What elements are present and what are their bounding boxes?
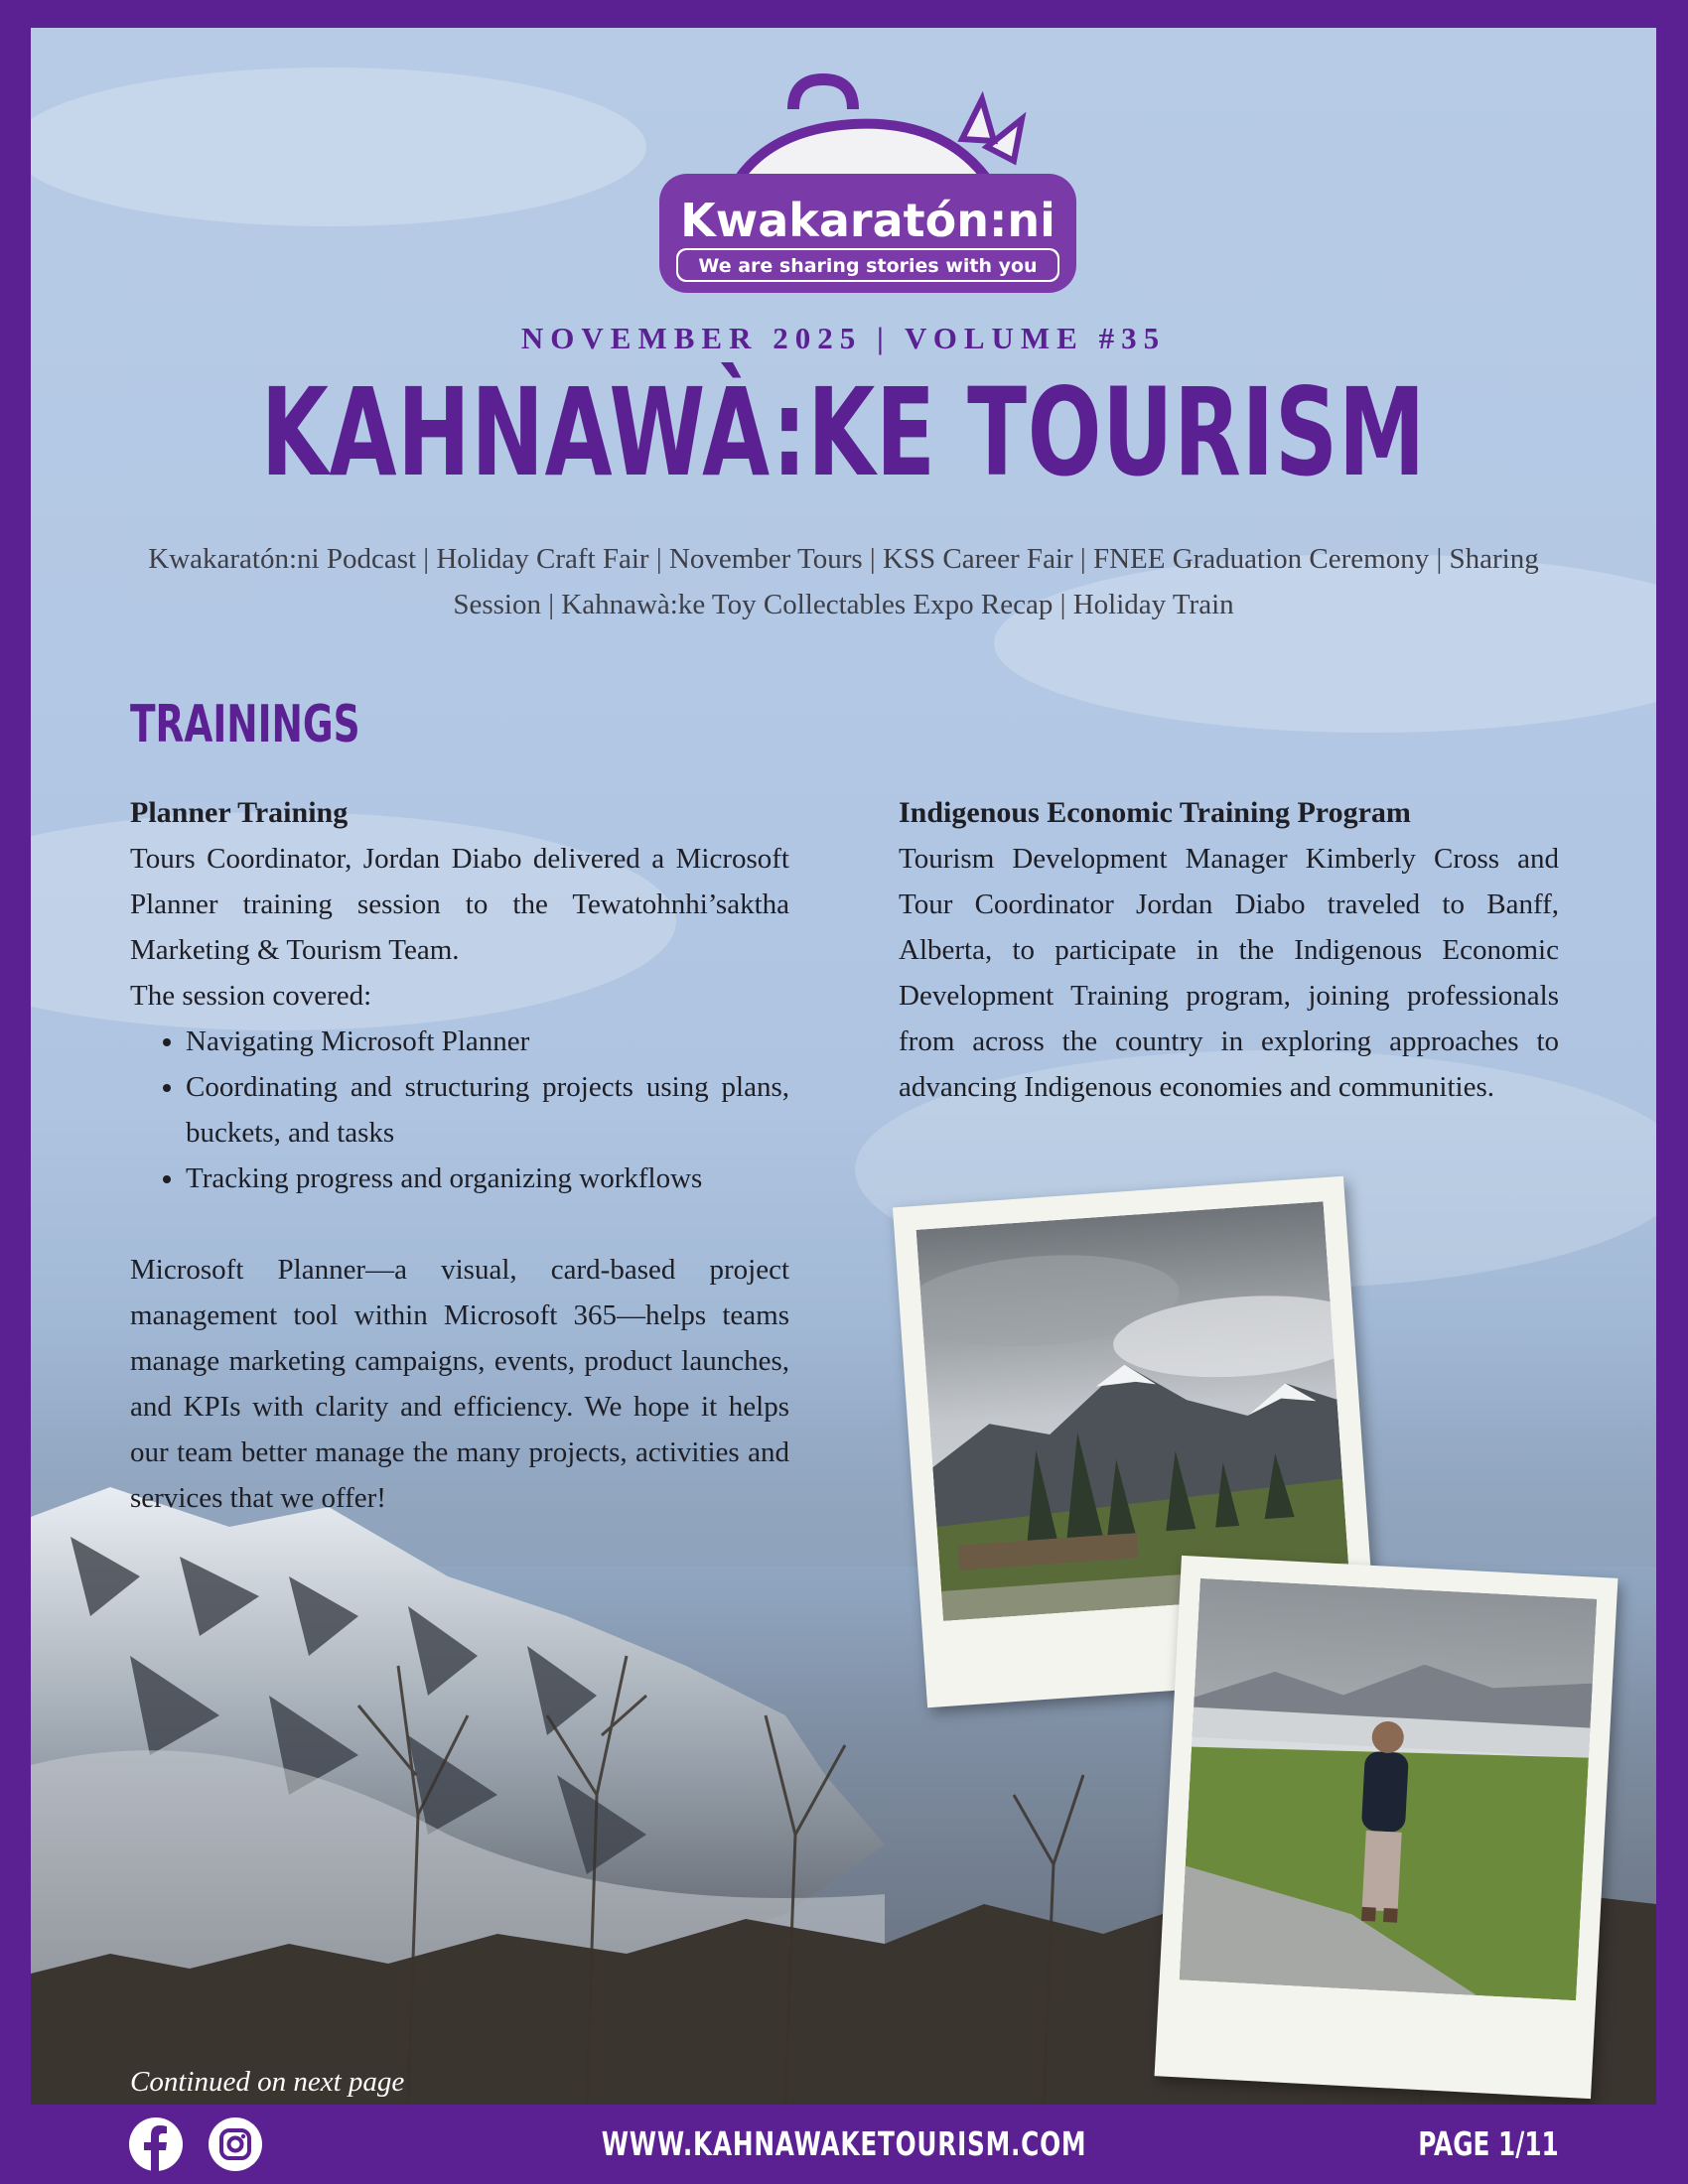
topics-list: Kwakaratón:ni Podcast | Holiday Craft Fair | November Tours | KSS Career Fair | FNEE Graduation Ceremony | Sharing Session | Kahnawà:ke Toy Collectables Expo Recap | Holiday Train: [148, 543, 1539, 620]
planner-training-heading: Planner Training: [130, 796, 349, 829]
section-title: TRAININGS: [130, 695, 360, 754]
logo-tagline: We are sharing stories with you: [698, 255, 1038, 277]
planner-training-lead: The session covered:: [130, 980, 372, 1012]
left-column: [130, 790, 789, 1521]
person-standing-photo: [1180, 1578, 1598, 2000]
kwakaratonni-logo: [644, 69, 1091, 308]
facebook-icon[interactable]: [129, 2117, 183, 2171]
photo-person-banff: [1155, 1556, 1618, 2099]
list-item: • Coordinating and structuring projects using plans, buckets, and tasks: [186, 1064, 789, 1156]
logo-name: Kwakaratón:ni: [680, 194, 1055, 247]
footer-bar: [0, 2105, 1688, 2184]
list-item: • Navigating Microsoft Planner: [186, 1019, 789, 1064]
planner-description: Microsoft Planner—a visual, card-based project management tool within Microsoft 365—helps teams manage marketing campaigns, events, product launches, and KPIs with clarity and efficiency. We hope it helps our team better manage the many projects, activities and services that we offer!: [130, 1254, 789, 1514]
planner-training-intro: Tours Coordinator, Jordan Diabo delivered a Microsoft Planner training session to the Tewatohnhi’saktha Marketing & Tourism Team.: [130, 843, 789, 966]
website-link[interactable]: WWW.KAHNAWAKETOURISM.COM: [601, 2124, 1087, 2163]
economic-training-heading: Indigenous Economic Training Program: [899, 796, 1411, 829]
list-item: • Tracking progress and organizing workflows: [186, 1156, 789, 1201]
session-topics-list: [130, 1019, 789, 1201]
right-column: [899, 790, 1559, 1110]
content-area: [31, 28, 1656, 2105]
page-title: KAHNAWÀ:KE TOURISM: [260, 362, 1427, 503]
issue-date-volume: NOVEMBER 2025 | VOLUME #35: [520, 321, 1167, 355]
banff-mountain-photo: [916, 1201, 1351, 1621]
economic-training-text: Tourism Development Manager Kimberly Cross and Tour Coordinator Jordan Diabo traveled to Banff, Alberta, to participate in the Indigenous Economic Development Training program, joining professionals from across the country in exploring approaches to advancing Indigenous economies and communities.: [899, 843, 1559, 1103]
page-number: PAGE 1/11: [1418, 2124, 1559, 2163]
continued-note: Continued on next page: [130, 2066, 405, 2098]
